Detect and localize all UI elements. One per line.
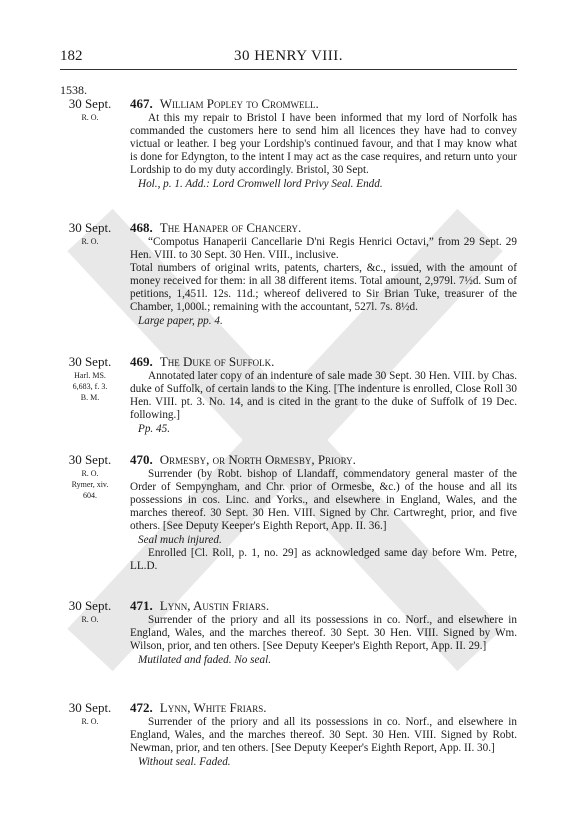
entry-paragraph: Enrolled [Cl. Roll, p. 1, no. 29] as acknowledged same day before Wm. Petre, LL.D. [130,547,517,572]
margin-note [60,452,120,501]
entry-title [130,598,517,614]
entry-number: 468. [130,220,153,235]
source-ref: 604. [83,491,97,500]
entry-note: Hol., p. 1. Add.: Lord Cromwell lord Privy Seal. Endd. [138,178,383,190]
entry-title [130,354,517,370]
entry-title [130,96,517,112]
entry-date: 30 Sept. [68,96,112,111]
entry-note: Pp. 45. [138,423,171,435]
entry-note: Seal much injured. [138,534,222,546]
entry-paragraph: Surrender of the priory and all its possessions in co. Norf., and elsewhere in England, Wales, and the marches thereof. 30 Sept. 30 Hen. VIII. Signed by Robt. Newman, prior, and ten others. [See Deputy Keeper's Eighth Report, App. II. 30.] [130,716,517,754]
entry-title [130,452,517,468]
entry-number: 469. [130,354,153,369]
entry-title [130,220,517,236]
entry-title [130,700,517,716]
entry-paragraph: Surrender of the priory and all its possessions in co. Norf., and elsewhere in England, Wales, and the marches thereof. 30 Sept. 30 Hen. VIII. Signed by Wm. Wilson, prior, and ten others. [See Deputy Keeper's Eighth Report, App. II. 29.] [130,614,517,652]
entry-note: Mutilated and faded. No seal. [138,654,271,666]
margin-note [60,598,120,625]
entry-date: 30 Sept. [68,452,112,467]
entry-heading: The Hanaper of Chancery. [159,220,302,235]
entry-paragraph: Annotated later copy of an indenture of sale made 30 Sept. 30 Hen. VIII. by Chas. duke of Suffolk, of certain lands to the King. [The indenture is enrolled, Close Roll 30 Hen. VIII. pt. 3. No. 14, and is cited in the grant to the duke of Suffolk of 19 Dec. following.] [130,370,517,421]
margin-note [60,354,120,403]
entry-paragraph: At this my repair to Bristol I have been informed that my lord of Norfolk has commanded the customers here to send him all licences they have had to convey victual or leather. I beg your Lordship's continued favour, and that I may know what is done for Edyngton, to the intent I may act as the case requires, and return unto your Lordship to do my duty accordingly. Bristol, 30 Sept. [130,112,517,176]
source-ref: R. O. [81,615,99,624]
source-ref: Harl. MS. [74,371,106,380]
entry-paragraph: Total numbers of original writs, patents, charters, &c., issued, with the amount of money received for them: in all 38 different items. Total amount, 2,979l. 7½d. Sum of petitions, 1,451l. 12s. 11d.; whereof delivered to Sir Brian Tuke, treasurer of the Chamber, 1,000l.; remaining with the accountant, 527l. 7s. 8½d. [130,262,517,313]
source-ref: R. O. [81,469,99,478]
entry-note: Large paper, pp. 4. [138,315,223,327]
source-ref: R. O. [81,113,99,122]
running-head: 30 HENRY VIII. [233,48,344,64]
page-number: 182 [60,48,83,64]
entry-heading: William Popley to Cromwell. [159,96,319,111]
entry-number: 467. [130,96,153,111]
entry-heading: Ormesby, or North Ormesby, Priory. [159,452,356,467]
source-ref: Rymer, xiv. [71,480,109,489]
entry-date: 30 Sept. [68,354,112,369]
source-ref: R. O. [81,237,99,246]
entry-paragraph: “Compotus Hanaperii Cancellarie D'ni Regis Henrici Octavi,” from 29 Sept. 29 Hen. VIII. to 30 Sept. 30 Hen. VIII., inclusive. [130,236,517,261]
entry-paragraph: Surrender (by Robt. bishop of Llandaff, commendatory general master of the Order of Sempyngham, and Chr. prior of Ormesbe, &c.) of the house and all its possessions in cos. Linc. and Yorks., and elsewhere in England, Wales, and the marches thereof. 30 Sept. 30 Hen. VIII. Signed by Chr. Cartwreght, prior, and five others. [See Deputy Keeper's Eighth Report, App. II. 36.] [130,468,517,532]
entry-date: 30 Sept. [68,598,112,613]
source-ref: B. M. [80,393,100,402]
page-header [60,48,517,66]
entry-date: 30 Sept. [68,700,112,715]
entry-number: 471. [130,598,153,613]
margin-note [60,220,120,247]
entry-note: Without seal. Faded. [138,756,231,768]
entry-number: 470. [130,452,153,467]
source-ref: 6,683, f. 3. [72,382,108,391]
entry-number: 472. [130,700,153,715]
header-rule [60,69,517,70]
entry-heading: Lynn, White Friars. [159,700,267,715]
source-ref: R. O. [81,717,99,726]
entry-heading: Lynn, Austin Friars. [159,598,270,613]
entry-date: 30 Sept. [68,220,112,235]
margin-note [60,700,120,727]
entry-heading: The Duke of Suffolk. [159,354,275,369]
margin-note [60,96,120,123]
year-label: 1538. [60,83,87,97]
